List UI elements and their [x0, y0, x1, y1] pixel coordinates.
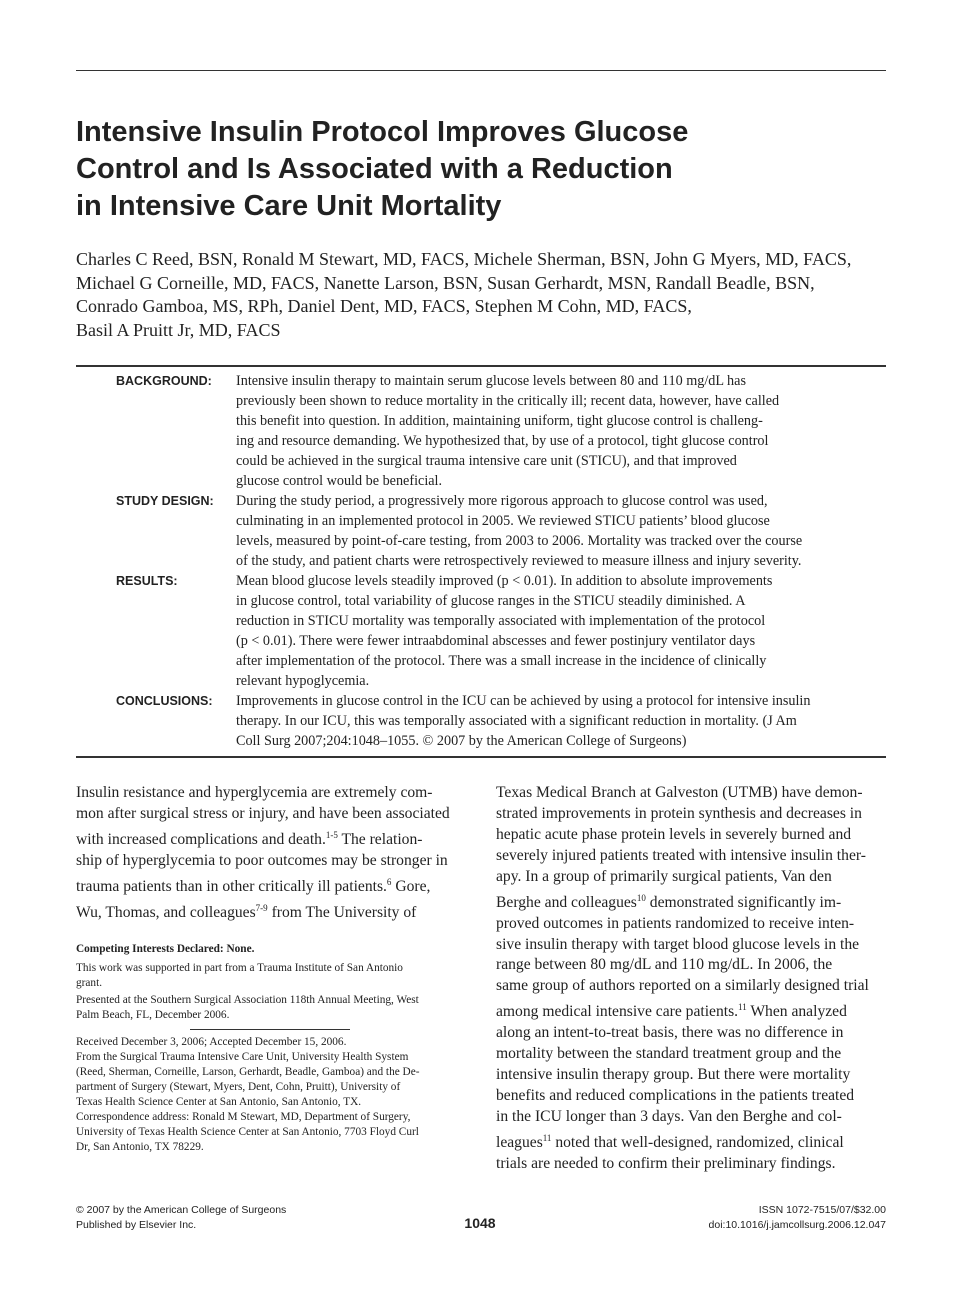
body-line: ship of hyperglycemia to poor outcomes may be stronger in [76, 851, 448, 869]
body-line: apy. In a group of primarily surgical patients, Van den [496, 867, 832, 885]
body-line [76, 898, 468, 924]
body-line: hepatic acute phase protein levels in severely burned and [496, 825, 852, 843]
study-design-label: STUDY DESIGN: [116, 494, 214, 508]
body-line [76, 825, 468, 851]
body-line: sive insulin therapy with target blood glucose levels in the [496, 935, 860, 953]
footnote-line: This work was supported in part from a Trauma Institute of San Antonio [76, 962, 403, 974]
results-text [236, 571, 836, 691]
body-line: trials are needed to confirm their preliminary findings. [496, 1154, 836, 1172]
body-line: strated improvements in protein synthesis and decreases in [496, 804, 862, 822]
footer-issn: ISSN 1072-7515/07/$32.00 [758, 1204, 886, 1216]
citation-ref[interactable]: 6 [386, 876, 392, 887]
footnote-line: Dr, San Antonio, TX 78229. [76, 1141, 204, 1153]
body-text: Berghe and colleagues [496, 893, 637, 911]
body-text: with increased complications and death. [76, 831, 326, 848]
body-line: in the ICU longer than 3 days. Van den Berghe and col- [496, 1107, 842, 1125]
body-text: among medical intensive care patients. [496, 1003, 739, 1021]
abstract-line: relevant hypoglycemia. [236, 673, 370, 689]
abstract-line: glucose control would be beneficial. [236, 473, 443, 489]
body-text: noted that well-designed, randomized, clinical [551, 1134, 844, 1152]
body-line: benefits and reduced complications in the patients treated [496, 1087, 855, 1105]
footer-publisher: Published by Elsevier Inc. [76, 1219, 197, 1231]
body-line: proved outcomes in patients randomized to receive inten- [496, 914, 855, 932]
footer-copyright: © 2007 by the American College of Surgeons [76, 1204, 287, 1216]
author-line: Charles C Reed, BSN, Ronald M Stewart, MD, FACS, Michele Sherman, BSN, John G Myers, MD, FACS, [76, 249, 852, 269]
footnote-line: Competing Interests Declared: None. [76, 943, 255, 955]
abstract-bottom-rule [76, 756, 886, 758]
footnote-line: Correspondence address: Ronald M Stewart, MD, Department of Surgery, [76, 1111, 411, 1123]
citation-ref[interactable]: 11 [542, 1132, 552, 1143]
author-line: Conrado Gamboa, MS, RPh, Daniel Dent, MD, FACS, Stephen M Cohn, MD, FACS, [76, 296, 692, 316]
study-design-text [236, 491, 836, 571]
author-line: Michael G Corneille, MD, FACS, Nanette Larson, BSN, Susan Gerhardt, MSN, Randall Beadle, BSN, [76, 272, 815, 293]
author-line: Basil A Pruitt Jr, MD, FACS [76, 319, 281, 340]
abstract-line: (p < 0.01). There were fewer intraabdominal abscesses and fewer postinjury ventilator days [236, 633, 756, 649]
article-title [76, 114, 836, 225]
body-text: The relation- [337, 831, 423, 848]
body-text: Wu, Thomas, and colleagues [76, 904, 256, 922]
body-right-column [496, 783, 888, 1175]
footnote-line: Palm Beach, FL, December 2006. [76, 1009, 230, 1021]
abstract-line: previously been shown to reduce mortality in the critically ill; recent data, however, have called [236, 393, 780, 409]
footnote-line: Received December 3, 2006; Accepted December 15, 2006. [76, 1036, 347, 1048]
title-line: Control and Is Associated with a Reduction [76, 153, 673, 185]
footnote-line: Presented at the Southern Surgical Association 118th Annual Meeting, West [76, 994, 419, 1006]
top-rule [76, 70, 886, 71]
footer-left [76, 1203, 286, 1233]
footnote-line: University of Texas Health Science Center at San Antonio, 7703 Floyd Curl [76, 1126, 419, 1138]
body-line: intensive insulin therapy group. But there were mortality [496, 1066, 851, 1084]
body-text: Gore, [391, 878, 431, 895]
body-line [496, 1128, 888, 1154]
body-line: severely injured patients treated with intensive insulin ther- [496, 846, 866, 864]
footnote-line: Texas Health Science Center at San Antonio, San Antonio, TX. [76, 1096, 362, 1108]
footnote-line: (Reed, Sherman, Corneille, Larson, Gerhardt, Beadle, Gamboa) and the De- [76, 1066, 420, 1078]
body-text: When analyzed [746, 1003, 847, 1021]
body-line: Texas Medical Branch at Galveston (UTMB) have demon- [496, 784, 863, 801]
body-line: mortality between the standard treatment group and the [496, 1045, 842, 1063]
footnote-support [76, 961, 468, 991]
background-label: BACKGROUND: [116, 374, 212, 388]
abstract-line: Mean blood glucose levels steadily improved (p < 0.01). In addition to absolute improvements [236, 573, 773, 589]
abstract-line: could be achieved in the surgical trauma intensive care unit (STICU), and that improved [236, 453, 737, 469]
body-text: trauma patients than in other critically ill patients. [76, 878, 387, 895]
abstract-line: Improvements in glucose control in the ICU can be achieved by using a protocol for intensive insulin [236, 693, 811, 709]
abstract-line: this benefit into question. In addition, maintaining uniform, tight glucose control is challeng- [236, 413, 763, 429]
footnote-line: partment of Surgery (Stewart, Myers, Dent, Cohn, Pruitt), University of [76, 1081, 401, 1093]
body-line [76, 872, 468, 898]
body-line: mon after surgical stress or injury, and have been associated [76, 804, 450, 822]
background-text [236, 371, 836, 491]
body-line: Insulin resistance and hyperglycemia are extremely com- [76, 784, 433, 801]
citation-ref[interactable]: 7-9 [255, 902, 268, 913]
abstract-line: Intensive insulin therapy to maintain serum glucose levels between 80 and 110 mg/dL has [236, 373, 746, 389]
footnote-rule [190, 1029, 350, 1030]
footnote-presented [76, 993, 468, 1023]
conclusions-label: CONCLUSIONS: [116, 694, 213, 708]
footnote-competing [76, 942, 468, 957]
footer-right [709, 1203, 886, 1233]
title-line: Intensive Insulin Protocol Improves Glucose [76, 116, 689, 148]
abstract-line: of the study, and patient charts were retrospectively reviewed to measure illness and injury severity. [236, 553, 802, 569]
abstract-line: therapy. In our ICU, this was temporally associated with a significant reduction in mortality. (J Am [236, 713, 797, 729]
footnote-dates [76, 1035, 468, 1155]
body-line: along an intent-to-treat basis, there was no difference in [496, 1024, 844, 1042]
abstract-top-rule [76, 365, 886, 367]
body-text: from The University of [267, 904, 417, 922]
footnote-line: grant. [76, 977, 103, 989]
abstract-line: During the study period, a progressively more rigorous approach to glucose control was used, [236, 493, 768, 509]
page-number: 1048 [464, 1215, 496, 1231]
abstract-line: reduction in STICU mortality was temporally associated with implementation of the protocol [236, 613, 766, 629]
citation-ref[interactable]: 1-5 [325, 829, 338, 840]
body-left-column [76, 783, 468, 924]
author-list [76, 248, 896, 342]
abstract-line: levels, measured by point-of-care testing, from 2003 to 2006. Mortality was tracked over the course [236, 533, 803, 549]
title-line: in Intensive Care Unit Mortality [76, 190, 502, 222]
abstract-line: culminating in an implemented protocol in 2005. We reviewed STICU patients’ blood glucose [236, 513, 770, 529]
abstract-line: ing and resource demanding. We hypothesized that, by use of a protocol, tight glucose control [236, 433, 769, 449]
body-line [496, 997, 888, 1023]
abstract-line: after implementation of the protocol. There was a small increase in the incidence of clinically [236, 653, 767, 669]
abstract-line: Coll Surg 2007;204:1048–1055. © 2007 by the American College of Surgeons) [236, 733, 687, 749]
abstract-line: in glucose control, total variability of glucose ranges in the STICU steadily diminished. A [236, 593, 746, 609]
body-line [496, 888, 888, 914]
citation-ref[interactable]: 10 [636, 892, 646, 903]
footer-doi[interactable]: doi:10.1016/j.jamcollsurg.2006.12.047 [708, 1219, 886, 1231]
body-line: same group of authors reported on a similarly designed trial [496, 977, 869, 995]
citation-ref[interactable]: 11 [738, 1002, 747, 1013]
conclusions-text [236, 691, 836, 751]
body-text: demonstrated significantly im- [645, 893, 842, 911]
body-line: range between 80 mg/dL and 110 mg/dL. In 2006, the [496, 956, 833, 974]
footnote-line: From the Surgical Trauma Intensive Care Unit, University Health System [76, 1051, 409, 1063]
body-text: leagues [496, 1134, 543, 1152]
results-label: RESULTS: [116, 574, 178, 588]
